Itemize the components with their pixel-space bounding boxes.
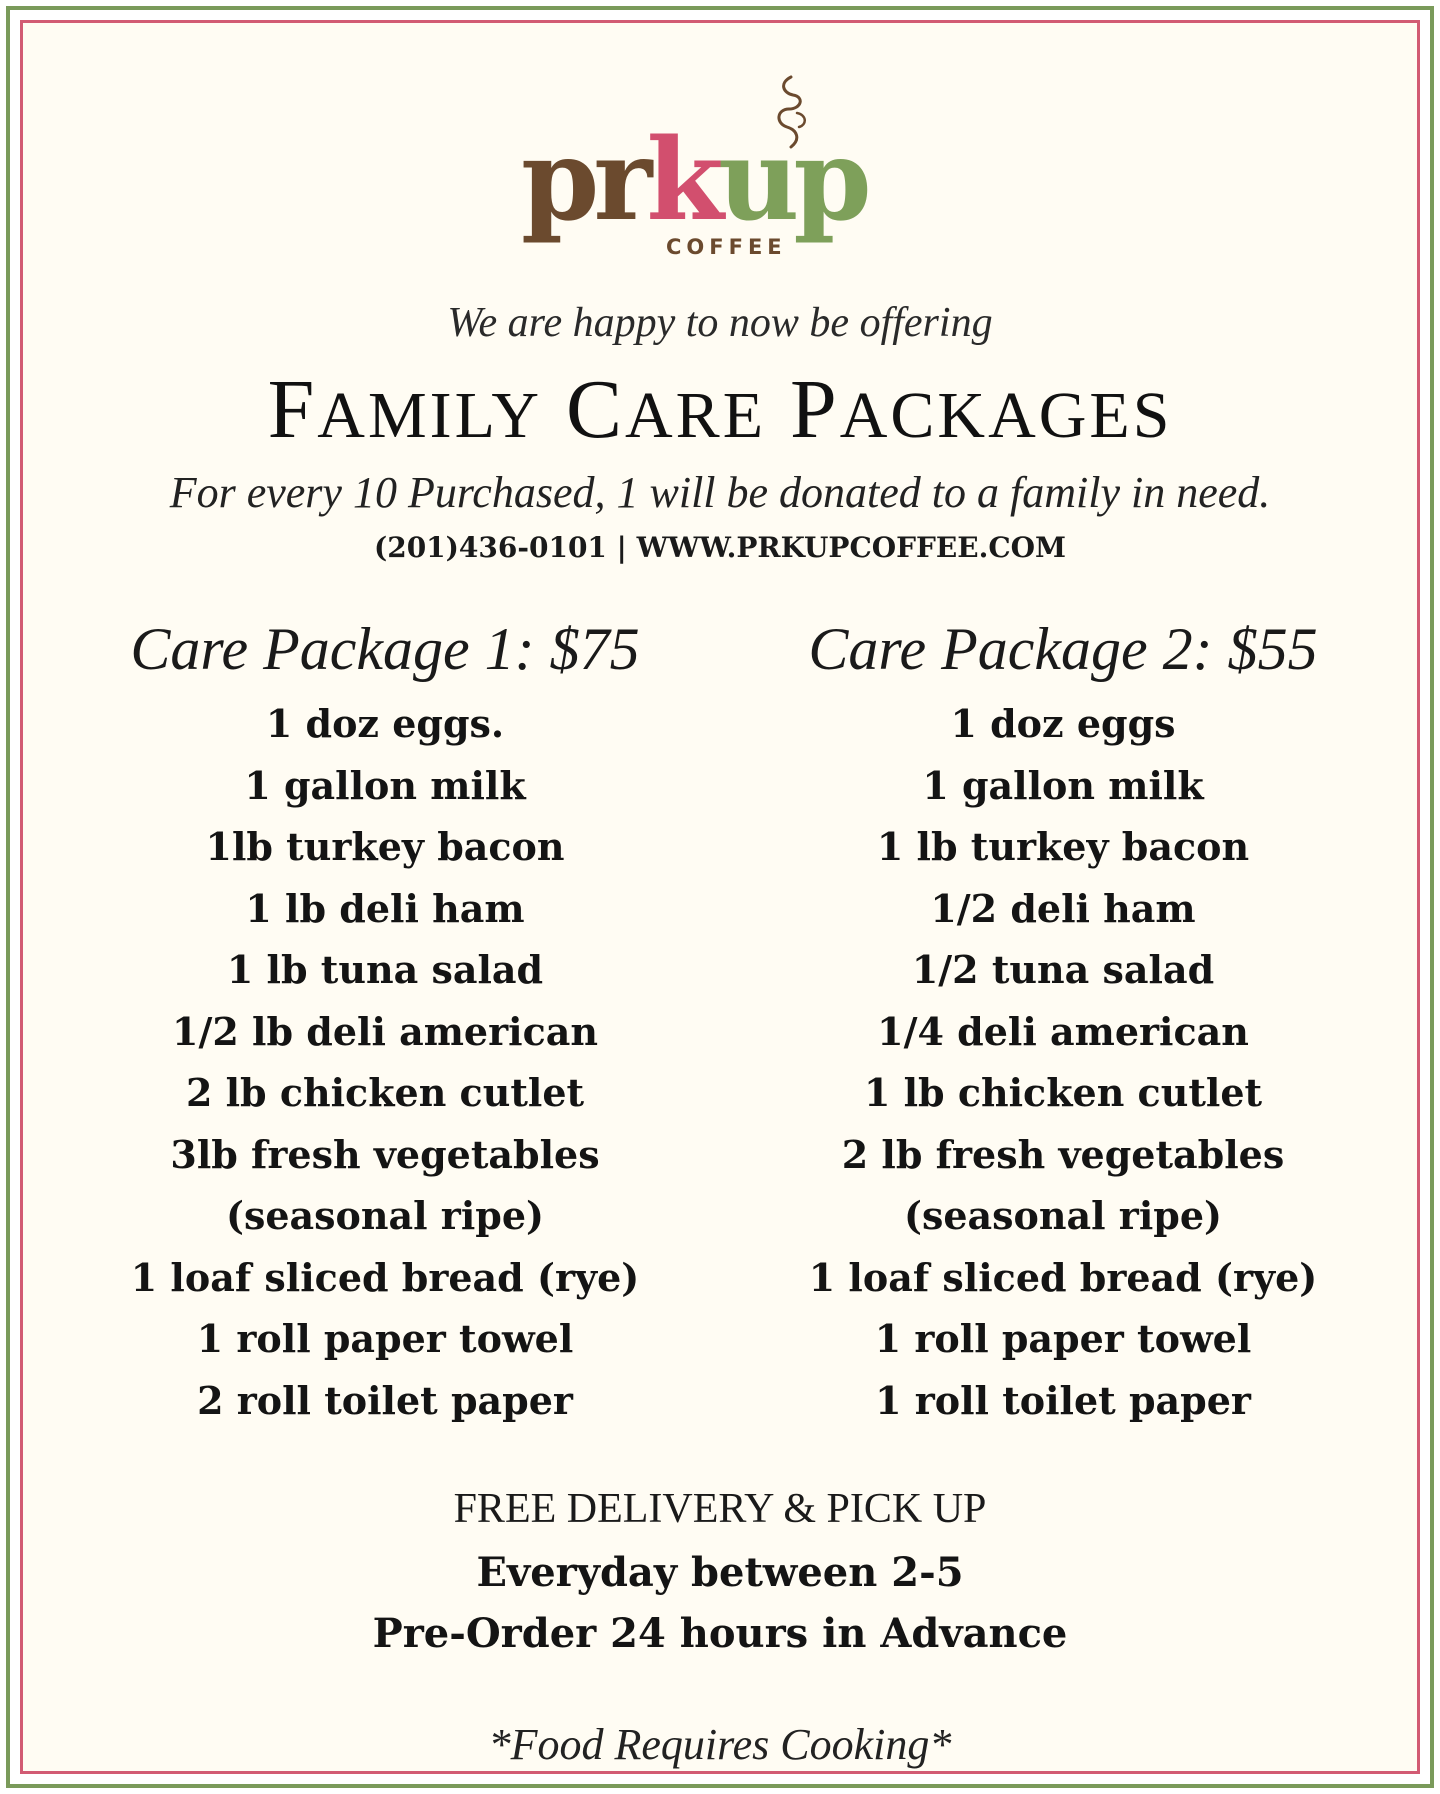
list-item: 1 doz eggs: [950, 701, 1176, 746]
package-2-items: [763, 693, 1363, 1431]
list-item: 1 loaf sliced bread (rye): [808, 1254, 1318, 1300]
package-2-title: Care Package 2: $55: [808, 616, 1318, 682]
preorder-note: Pre-Order 24 hours in Advance: [372, 1610, 1068, 1657]
prkup-coffee-logo: [521, 73, 921, 273]
delivery-hours: Everyday between 2-5: [476, 1549, 964, 1596]
list-item: 1 lb tuna salad: [226, 947, 544, 992]
list-item: 1 lb chicken cutlet: [863, 1070, 1263, 1115]
package-1-title: Care Package 1: $75: [130, 616, 640, 682]
list-item: 1/2 tuna salad: [911, 947, 1215, 992]
list-item: 1 roll toilet paper: [875, 1377, 1251, 1423]
phone-number: (201)436-0101: [373, 531, 607, 564]
contact-line: [23, 531, 1417, 564]
contact-separator: |: [616, 531, 627, 564]
cooking-footnote: *Food Requires Cooking*: [488, 1720, 952, 1769]
package-1-items: [85, 693, 685, 1431]
list-item: 1/2 deli ham: [930, 885, 1196, 931]
list-item: 1lb turkey bacon: [205, 824, 565, 869]
intro-line: We are happy to now be offering: [447, 300, 993, 346]
list-item: 1 doz eggs.: [265, 701, 505, 746]
list-item: 1 lb deli ham: [245, 885, 525, 931]
list-item: 1/4 deli american: [877, 1008, 1249, 1054]
list-item: 1 gallon milk: [244, 762, 526, 808]
list-item: 1 lb turkey bacon: [876, 824, 1250, 869]
website: WWW.PRKUPCOFFEE.COM: [636, 531, 1067, 564]
list-item: 1/2 lb deli american: [172, 1008, 598, 1054]
page-title: FAMILY CARE PACKAGES: [267, 363, 1173, 456]
logo-wordmark: prkup: [521, 115, 866, 246]
flyer: [20, 20, 1420, 1774]
list-item: (seasonal ripe): [225, 1193, 544, 1238]
list-item: 2 lb fresh vegetables: [841, 1131, 1285, 1177]
list-item: 1 gallon milk: [922, 762, 1204, 808]
list-item: 1 roll paper towel: [196, 1316, 574, 1361]
logo-subtitle: COFFEE: [666, 235, 787, 259]
list-item: (seasonal ripe): [903, 1193, 1222, 1238]
donation-note: For every 10 Purchased, 1 will be donated to a family in need.: [169, 468, 1271, 517]
list-item: 1 loaf sliced bread (rye): [130, 1254, 640, 1300]
list-item: 1 roll paper towel: [874, 1316, 1252, 1361]
delivery-heading: FREE DELIVERY & PICK UP: [453, 1486, 987, 1532]
list-item: 3lb fresh vegetables: [170, 1131, 600, 1177]
list-item: 2 roll toilet paper: [197, 1377, 573, 1423]
list-item: 2 lb chicken cutlet: [185, 1070, 585, 1115]
